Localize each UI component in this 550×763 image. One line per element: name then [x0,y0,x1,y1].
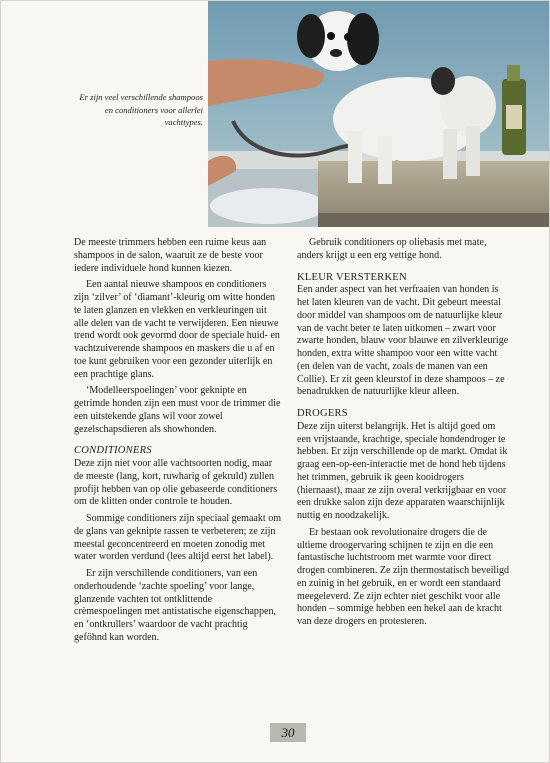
page-number: 30 [270,723,306,742]
paragraph: Er bestaan ook revolutionaire drogers die de ultieme droogervaring schijnen te zijn en die een fantastische luchtstroom met warmte voor direct drogen combineren. Ze zijn thermostatisch beveiligd en zuinig in het gebruik, en er wordt een standaard meegeleverd. Ze zijn echter niet geschikt voor alle honden – sommige hebben een hekel aan de kracht van deze drogers en protesteren. [297,526,510,627]
paragraph: ‘Modelleerspoelingen’ voor geknipte en getrimde honden zijn een must voor de trimmer die een uitstekende glans wil voor zowel gezelschapsdieren als showhonden. [74,385,281,435]
dog-photo-illustration [208,1,549,227]
dog-grooming-photo [208,1,549,227]
paragraph: Deze zijn uiterst belangrijk. Het is altijd goed om een vrijstaande, krachtige, speciale hondendroger te hebben. Er zijn verschillende op de markt. Omdat ik graag een-op-een-interactie met de hond heb tijdens het trimmen, gebruik ik geen kooidrogers (hiernaast), maar ze zijn overal verkrijgbaar en voor een drukke salon zijn deze apparaten waarschijnlijk nuttig en noodzakelijk. [297,420,508,521]
paragraph: Een aantal nieuwe shampoos en conditioners zijn ‘zilver’ of ‘diamant’-kleurig om witte honden te laten glanzen en vlekken en verkleuringen uit alle delen van de vacht te verwijderen. Een nieuwe trend wordt ook gevormd door de speciale huid- en vachtzuiverende shampoos en maskers die u af en toe kunt gebruiken voor een gezonder uiterlijk en een prachtige glans. [74,279,280,380]
paragraph: Een ander aspect van het verfraaien van honden is het laten kleuren van de vacht. Dit gebeurt meestal door middel van shampoos om de natuurlijke kleur van de vacht beter te laten uitkomen – zwart voor zwarte honden, blauw voor blauwe en zilverkleurige honden, extra witte shampoo voor een witte vacht (en delen van de vacht, zoals de manen van een Collie). Er zit geen kleurstof in deze shampoos – ze benadrukken de natuurlijke kleur alleen. [297,284,509,398]
photo-caption: Er zijn veel verschillende shampoos en conditioners voor allerlei vachttypes. [79,92,203,128]
section-heading-drogers: DROGERS [297,408,348,419]
paragraph: Deze zijn niet voor alle vachtsoorten nodig, maar de meeste (lang, kort, ruwharig of gekruld) zullen profijt hebben van op olie gebaseerde conditioners om de klitten onder controle te houden. [74,458,278,508]
paragraph: Sommige conditioners zijn speciaal gemaakt om de glans van geknipte rassen te verbeteren; ze zijn meestal geconcentreerd en moeten zonodig met water worden verdund (lees altijd eerst het label). [74,513,282,563]
section-heading-conditioners: CONDITIONERS [74,445,152,457]
left-column [74,237,282,649]
paragraph: Gebruik conditioners op oliebasis met mate, anders krijgt u een erg vettige hond. [297,237,487,261]
paragraph: Er zijn verschillende conditioners, van een onderhoudende ‘zachte spoeling’ voor lange, glanzende vachten tot ontklittende crèmespoelingen met antistatische eigenschappen, en ‘ontkrullers’ waardoor de vacht prachtig geföhnd kan worden. [74,568,276,643]
paragraph: De meeste trimmers hebben een ruime keus aan shampoos in de salon, waaruit ze de beste voor iedere individuele hond kunnen kiezen. [74,237,267,274]
section-heading-kleur-versterken: KLEUR VERSTERKEN [297,271,407,283]
right-column [297,237,510,633]
